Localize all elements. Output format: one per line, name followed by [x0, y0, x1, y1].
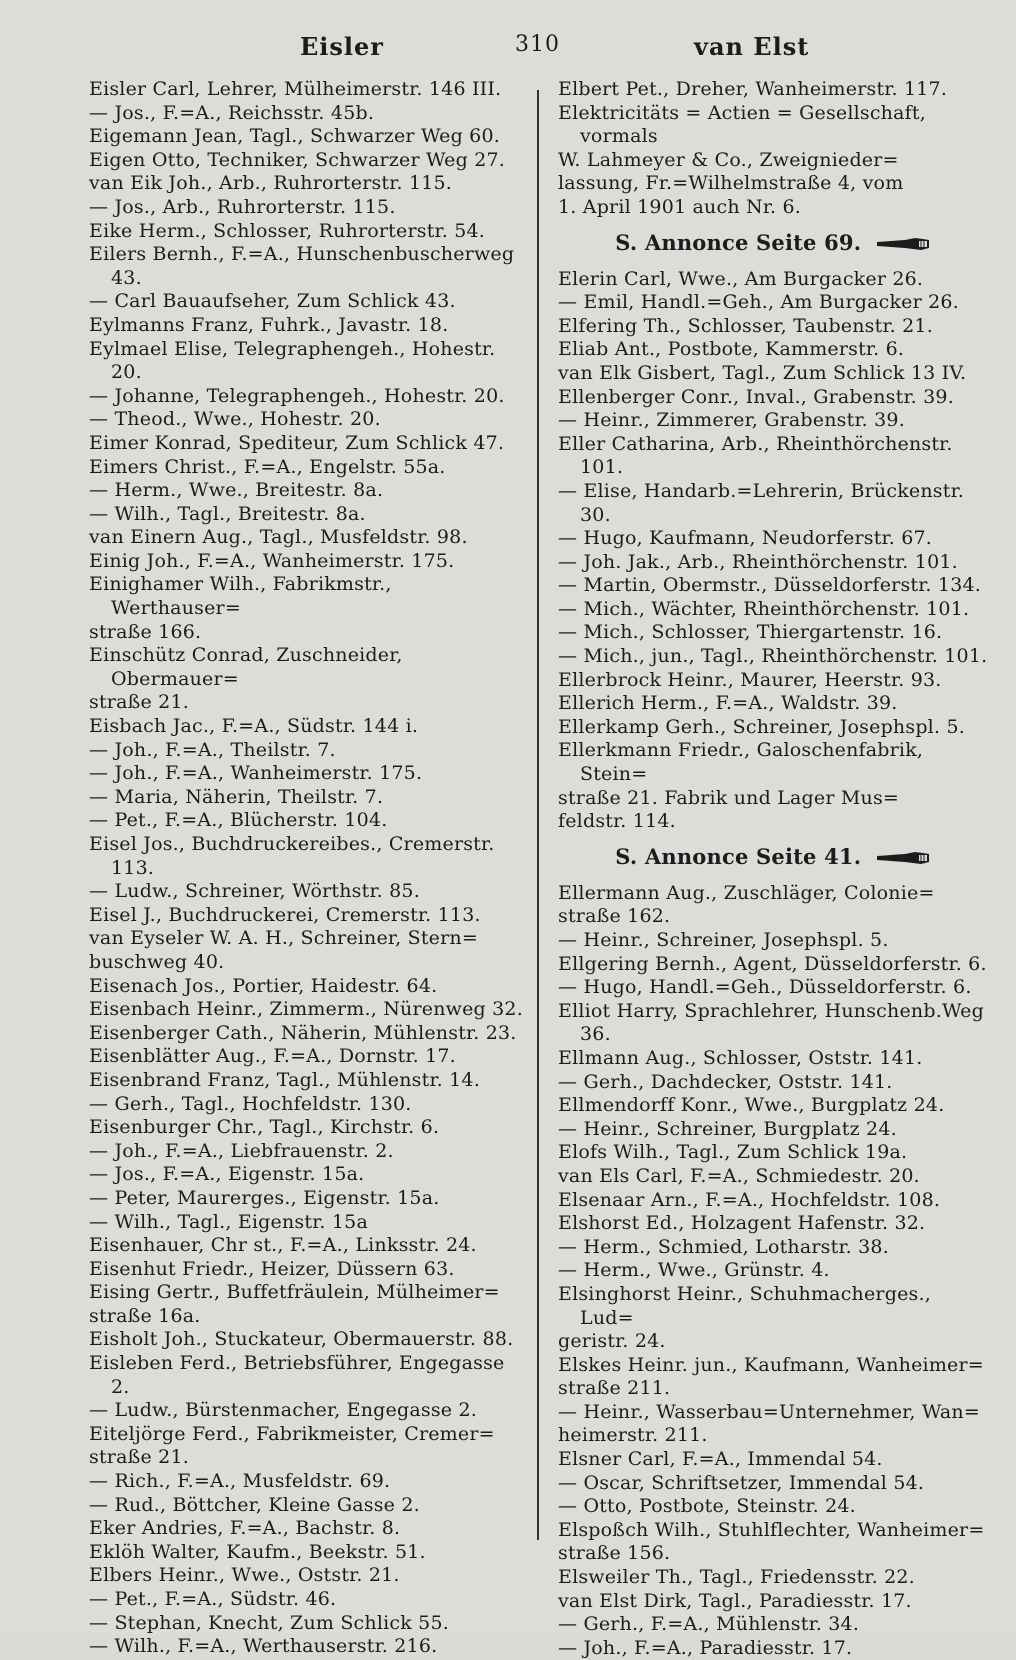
entry-continuation: straße 156.: [558, 1542, 671, 1565]
right-column: [558, 78, 988, 1660]
entry-line: Eisenhut Friedr., Heizer, Düssern 63.: [89, 1257, 455, 1280]
entry-continuation: 1. April 1901 auch Nr. 6.: [558, 195, 802, 218]
directory-entry: [89, 1564, 525, 1588]
entry-line: Eliab Ant., Postbote, Kammerstr. 6.: [558, 338, 905, 361]
annonce-text-1: S. Annonce Seite 69.: [615, 229, 862, 255]
entry-line: — Mich., Wächter, Rheinthörchenstr. 101.: [558, 597, 970, 620]
entry-line: — Theod., Wwe., Hohestr. 20.: [89, 408, 381, 431]
entry-line: — Joh., F.=A., Liebfrauenstr. 2.: [89, 1139, 394, 1162]
right-column-section-c: [558, 882, 988, 1660]
directory-entry: [89, 243, 525, 290]
entry-line: — Wilh., Tagl., Eigenstr. 15a: [89, 1210, 368, 1233]
directory-entry: [89, 1140, 525, 1164]
directory-entry: [558, 1566, 988, 1590]
entry-line: Eike Herm., Schlosser, Ruhrorterstr. 54.: [89, 219, 486, 242]
entry-line: — Herm., Wwe., Grünstr. 4.: [558, 1259, 830, 1282]
entry-continuation: geristr. 24.: [558, 1330, 666, 1353]
directory-entry: [558, 1613, 988, 1637]
entry-line: — Jos., F.=A., Reichsstr. 45b.: [89, 101, 375, 124]
entry-continuation: straße 21.: [89, 691, 189, 714]
entry-line: Eisenburger Chr., Tagl., Kirchstr. 6.: [89, 1116, 440, 1139]
header-left-keyword: Eisler: [300, 32, 384, 61]
entry-line: Eigen Otto, Techniker, Schwarzer Weg 27.: [89, 148, 506, 171]
directory-entry: [558, 1071, 988, 1095]
directory-entry: [89, 1116, 525, 1140]
entry-line: — Jos., F.=A., Eigenstr. 15a.: [89, 1163, 365, 1186]
directory-entry: [89, 1163, 525, 1187]
pointing-hand-icon: [875, 851, 931, 865]
directory-entry: [558, 574, 988, 598]
directory-entry: [89, 1541, 525, 1565]
entry-line: — Peter, Maurerges., Eigenstr. 15a.: [89, 1186, 440, 1209]
entry-line: Eisholt Joh., Stuckateur, Obermauerstr. 88.: [89, 1328, 514, 1351]
directory-entry: [558, 716, 988, 740]
pointing-hand-icon: [875, 237, 931, 251]
directory-entry: [89, 78, 525, 102]
directory-entry: [558, 315, 988, 339]
directory-entry: [89, 975, 525, 999]
entry-line: Ellmendorff Konr., Wwe., Burgplatz 24.: [558, 1094, 945, 1117]
entry-continuation: straße 162.: [558, 905, 671, 928]
directory-entry: [558, 1165, 988, 1189]
entry-line: Eker Andries, F.=A., Bachstr. 8.: [89, 1517, 401, 1540]
entry-line: Ellerich Herm., F.=A., Waldstr. 39.: [558, 692, 898, 715]
left-column: [89, 78, 525, 1659]
entry-line: van Eik Joh., Arb., Ruhrorterstr. 115.: [89, 172, 453, 195]
right-column-section-a: [558, 78, 988, 220]
directory-entry: [89, 1258, 525, 1282]
entry-line: — Hugo, Kaufmann, Neudorferstr. 67.: [558, 527, 933, 550]
directory-entry: [89, 1494, 525, 1518]
directory-entry: [558, 1118, 988, 1142]
annonce-note-1: [558, 230, 988, 256]
directory-entry: [89, 715, 525, 739]
directory-entry: [558, 1472, 988, 1496]
directory-entry: [558, 1637, 988, 1660]
entry-line: Elsenaar Arn., F.=A., Hochfeldstr. 108.: [558, 1188, 941, 1211]
directory-entry: [558, 409, 988, 433]
entry-line: Eisenbach Heinr., Zimmerm., Nürenweg 32.: [89, 998, 523, 1021]
entry-line: — Ludw., Schreiner, Wörthstr. 85.: [89, 880, 420, 903]
directory-entry: [89, 1423, 525, 1470]
annonce-note-2: [558, 844, 988, 870]
entry-line: Eisenach Jos., Portier, Haidestr. 64.: [89, 974, 438, 997]
entry-line: Ellgering Bernh., Agent, Düsseldorferstr. 6.: [558, 952, 987, 975]
entry-line: — Heinr., Zimmerer, Grabenstr. 39.: [558, 409, 905, 432]
directory-entry: [558, 78, 988, 102]
entry-line: — Gerh., F.=A., Mühlenstr. 34.: [558, 1613, 860, 1636]
page-number: 310: [515, 32, 560, 57]
column-divider: [537, 90, 539, 1540]
entry-line: Einig Joh., F.=A., Wanheimerstr. 175.: [89, 549, 455, 572]
entry-line: Ellerkamp Gerh., Schreiner, Josephspl. 5.: [558, 715, 965, 738]
entry-line: — Pet., F.=A., Blücherstr. 104.: [89, 809, 388, 832]
directory-entry: [89, 786, 525, 810]
directory-entry: [558, 882, 988, 929]
directory-entry: [89, 1093, 525, 1117]
entry-continuation: straße 21.: [89, 1446, 189, 1469]
directory-entry: [89, 1470, 525, 1494]
entry-line: — Gerh., Dachdecker, Oststr. 141.: [558, 1070, 893, 1093]
entry-continuation: straße 21. Fabrik und Lager Mus=: [558, 786, 900, 809]
directory-entry: [89, 432, 525, 456]
entry-line: — Carl Bauaufseher, Zum Schlick 43.: [89, 290, 456, 313]
entry-continuation: straße 16a.: [89, 1304, 201, 1327]
entry-line: van Els Carl, F.=A., Schmiedestr. 20.: [558, 1164, 920, 1187]
header-right-keyword: van Elst: [694, 32, 810, 61]
directory-entry: [89, 1352, 525, 1399]
entry-line: — Heinr., Schreiner, Burgplatz 24.: [558, 1117, 897, 1140]
directory-entry: [89, 739, 525, 763]
entry-line: van Einern Aug., Tagl., Musfeldstr. 98.: [89, 526, 468, 549]
directory-entry: [89, 1588, 525, 1612]
entry-line: Eiteljörge Ferd., Fabrikmeister, Cremer=: [89, 1422, 495, 1445]
entry-line: Eisbach Jac., F.=A., Südstr. 144 i.: [89, 715, 419, 738]
directory-entry: [558, 291, 988, 315]
directory-entry: [558, 1212, 988, 1236]
directory-entry: [558, 621, 988, 645]
directory-entry: [558, 1259, 988, 1283]
entry-line: — Rud., Böttcher, Kleine Gasse 2.: [89, 1493, 420, 1516]
directory-entry: [558, 645, 988, 669]
entry-line: Ellmann Aug., Schlosser, Oststr. 141.: [558, 1046, 923, 1069]
entry-continuation: heimerstr. 211.: [558, 1424, 708, 1447]
entry-line: Elsner Carl, F.=A., Immendal 54.: [558, 1448, 883, 1471]
entry-line: Ellenberger Conr., Inval., Grabenstr. 39.: [558, 385, 954, 408]
directory-entry: [89, 314, 525, 338]
entry-line: — Johanne, Telegraphengeh., Hohestr. 20.: [89, 384, 505, 407]
entry-line: — Jos., Arb., Ruhrorterstr. 115.: [89, 195, 396, 218]
entry-line: Eylmael Elise, Telegraphengeh., Hohestr. 20.: [89, 337, 496, 384]
directory-entry: [89, 503, 525, 527]
directory-entry: [558, 362, 988, 386]
directory-entry: [558, 1283, 988, 1354]
directory-entry: [89, 1517, 525, 1541]
entry-continuation: W. Lahmeyer & Co., Zweignieder=: [558, 148, 899, 171]
directory-entry: [89, 1069, 525, 1093]
directory-entry: [558, 1141, 988, 1165]
entry-line: Elsinghorst Heinr., Schuhmacherges., Lud=: [558, 1282, 931, 1329]
directory-entry: [558, 1000, 988, 1047]
directory-entry: [89, 762, 525, 786]
directory-entry: [89, 573, 525, 644]
directory-entry: [89, 1234, 525, 1258]
directory-entry: [89, 904, 525, 928]
entry-continuation: straße 211.: [558, 1377, 671, 1400]
entry-line: — Maria, Näherin, Theilstr. 7.: [89, 785, 384, 808]
entry-line: Einighamer Wilh., Fabrikmstr., Werthauser=: [89, 573, 392, 620]
directory-entry: [89, 526, 525, 550]
entry-line: van Eyseler W. A. H., Schreiner, Stern=: [89, 927, 478, 950]
directory-entry: [89, 338, 525, 385]
entry-line: Eller Catharina, Arb., Rheinthörchenstr. 101.: [558, 432, 953, 479]
entry-line: Elliot Harry, Sprachlehrer, Hunschenb.Weg 36.: [558, 999, 984, 1046]
directory-entry: [89, 102, 525, 126]
directory-entry: [558, 1236, 988, 1260]
directory-entry: [89, 220, 525, 244]
entry-line: — Ludw., Bürstenmacher, Engegasse 2.: [89, 1399, 477, 1422]
directory-entry: [558, 739, 988, 833]
page-header: [0, 28, 1016, 68]
directory-entry: [89, 644, 525, 715]
directory-entry: [89, 149, 525, 173]
directory-entry: [89, 880, 525, 904]
entry-line: Elsweiler Th., Tagl., Friedensstr. 22.: [558, 1566, 915, 1589]
annonce-text-2: S. Annonce Seite 41.: [615, 843, 862, 869]
entry-line: Eisenberger Cath., Näherin, Mühlenstr. 23.: [89, 1021, 517, 1044]
directory-entry: [558, 386, 988, 410]
directory-entry: [558, 102, 988, 220]
entry-line: — Joh., F.=A., Wanheimerstr. 175.: [89, 762, 423, 785]
entry-continuation: buschweg 40.: [89, 950, 225, 973]
directory-entry: [558, 692, 988, 716]
entry-line: Eisel Jos., Buchdruckereibes., Cremerstr. 113.: [89, 833, 495, 879]
entry-line: — Mich., Schlosser, Thiergartenstr. 16.: [558, 621, 943, 644]
directory-entry: [558, 1519, 988, 1566]
entry-line: Eklöh Walter, Kaufm., Beekstr. 51.: [89, 1540, 426, 1563]
entry-line: — Elise, Handarb.=Lehrerin, Brückenstr. 30.: [558, 479, 965, 526]
entry-line: — Hugo, Handl.=Geh., Düsseldorferstr. 6.: [558, 976, 972, 999]
directory-entry: [89, 408, 525, 432]
entry-line: — Pet., F.=A., Südstr. 46.: [89, 1588, 337, 1610]
entry-continuation: lassung, Fr.=Wilhelmstraße 4, vom: [558, 172, 904, 195]
entry-line: Eimers Christ., F.=A., Engelstr. 55a.: [89, 455, 446, 478]
entry-line: — Rich., F.=A., Musfeldstr. 69.: [89, 1470, 391, 1493]
directory-entry: [89, 290, 525, 314]
entry-line: van Elst Dirk, Tagl., Paradiesstr. 17.: [558, 1589, 912, 1612]
entry-line: Elshorst Ed., Holzagent Hafenstr. 32.: [558, 1212, 926, 1235]
entry-line: Eisenbrand Franz, Tagl., Mühlenstr. 14.: [89, 1068, 480, 1091]
entry-line: Eylmanns Franz, Fuhrk., Javastr. 18.: [89, 313, 449, 336]
entry-line: — Joh. Jak., Arb., Rheinthörchenstr. 101.: [558, 550, 958, 573]
directory-entry: [89, 1399, 525, 1423]
entry-line: Elofs Wilh., Tagl., Zum Schlick 19a.: [558, 1141, 908, 1164]
entry-line: — Wilh., F.=A., Werthauserstr. 216.: [89, 1635, 438, 1658]
entry-line: Eisel J., Buchdruckerei, Cremerstr. 113.: [89, 903, 481, 926]
directory-entry: [89, 125, 525, 149]
directory-entry: [558, 1448, 988, 1472]
directory-entry: [89, 1211, 525, 1235]
entry-line: — Wilh., Tagl., Breitestr. 8a.: [89, 502, 366, 525]
directory-entry: [558, 433, 988, 480]
directory-entry: [558, 1047, 988, 1071]
entry-line: Eising Gertr., Buffetfräulein, Mülheimer=: [89, 1281, 500, 1304]
entry-line: Ellerbrock Heinr., Maurer, Heerstr. 93.: [558, 668, 942, 691]
directory-entry: [89, 479, 525, 503]
directory-entry: [558, 598, 988, 622]
entry-line: Eisenhauer, Chr st., F.=A., Linksstr. 24.: [89, 1234, 477, 1257]
directory-entry: [89, 998, 525, 1022]
directory-entry: [558, 268, 988, 292]
directory-entry: [89, 1281, 525, 1328]
entry-line: — Martin, Obermstr., Düsseldorferstr. 134.: [558, 574, 982, 597]
entry-line: — Heinr., Wasserbau=Unternehmer, Wan=: [558, 1400, 980, 1423]
directory-entry: [89, 809, 525, 833]
entry-line: — Herm., Schmied, Lotharstr. 38.: [558, 1235, 889, 1258]
entry-line: — Stephan, Knecht, Zum Schlick 55.: [89, 1611, 449, 1634]
directory-entry: [89, 927, 525, 974]
directory-entry: [558, 1189, 988, 1213]
entry-line: Elerin Carl, Wwe., Am Burgacker 26.: [558, 267, 924, 290]
directory-entry: [89, 550, 525, 574]
directory-entry: [558, 1354, 988, 1401]
directory-entry: [89, 833, 525, 880]
entry-line: — Oscar, Schriftsetzer, Immendal 54.: [558, 1471, 925, 1494]
directory-entry: [558, 953, 988, 977]
directory-entry: [558, 669, 988, 693]
entry-line: van Elk Gisbert, Tagl., Zum Schlick 13 IV.: [558, 361, 967, 384]
entry-line: Eisleben Ferd., Betriebsführer, Engegasse 2.: [89, 1352, 505, 1398]
entry-line: Eisenblätter Aug., F.=A., Dornstr. 17.: [89, 1045, 456, 1068]
directory-entry: [558, 338, 988, 362]
entry-line: — Gerh., Tagl., Hochfeldstr. 130.: [89, 1092, 412, 1115]
directory-entry: [89, 1022, 525, 1046]
directory-entry: [558, 480, 988, 527]
entry-line: — Otto, Postbote, Steinstr. 24.: [558, 1495, 856, 1518]
directory-entry: [558, 527, 988, 551]
directory-entry: [89, 1045, 525, 1069]
directory-entry: [558, 976, 988, 1000]
directory-entry: [558, 551, 988, 575]
entry-line: Elektricitäts = Actien = Gesellschaft, vormals: [558, 101, 926, 148]
entry-line: Ellerkmann Friedr., Galoschenfabrik, Stein=: [558, 739, 924, 786]
directory-entry: [558, 1401, 988, 1448]
directory-entry: [89, 172, 525, 196]
directory-entry: [89, 1612, 525, 1636]
directory-entry: [89, 385, 525, 409]
entry-line: — Mich., jun., Tagl., Rheinthörchenstr. 101.: [558, 645, 988, 668]
entry-line: — Herm., Wwe., Breitestr. 8a.: [89, 479, 384, 502]
directory-entry: [558, 929, 988, 953]
entry-line: Eigemann Jean, Tagl., Schwarzer Weg 60.: [89, 125, 500, 148]
entry-line: Eilers Bernh., F.=A., Hunschenbuscherweg 43.: [89, 243, 515, 289]
entry-line: Elbert Pet., Dreher, Wanheimerstr. 117.: [558, 78, 948, 100]
directory-entry: [89, 456, 525, 480]
entry-line: — Heinr., Schreiner, Josephspl. 5.: [558, 929, 889, 951]
directory-entry: [558, 1094, 988, 1118]
directory-entry: [89, 1187, 525, 1211]
entry-line: Eimer Konrad, Spediteur, Zum Schlick 47.: [89, 431, 505, 454]
directory-entry: [89, 1635, 525, 1659]
directory-entry: [89, 1328, 525, 1352]
right-column-section-b: [558, 268, 988, 834]
entry-continuation: feldstr. 114.: [558, 810, 676, 833]
entry-line: — Emil, Handl.=Geh., Am Burgacker 26.: [558, 291, 959, 314]
directory-entry: [89, 196, 525, 220]
entry-line: Elspoßch Wilh., Stuhlflechter, Wanheimer=: [558, 1518, 985, 1541]
entry-line: — Joh., F.=A., Paradiesstr. 17.: [558, 1636, 853, 1659]
entry-line: Elskes Heinr. jun., Kaufmann, Wanheimer=: [558, 1353, 984, 1376]
entry-continuation: straße 166.: [89, 620, 202, 643]
entry-line: — Joh., F.=A., Theilstr. 7.: [89, 738, 336, 761]
entry-line: Eisler Carl, Lehrer, Mülheimerstr. 146 III.: [89, 78, 502, 100]
entry-line: Ellermann Aug., Zuschläger, Colonie=: [558, 881, 935, 904]
directory-entry: [558, 1495, 988, 1519]
entry-line: Einschütz Conrad, Zuschneider, Obermauer=: [89, 644, 403, 690]
entry-line: Elfering Th., Schlosser, Taubenstr. 21.: [558, 314, 933, 337]
entry-line: Elbers Heinr., Wwe., Oststr. 21.: [89, 1564, 400, 1587]
directory-entry: [558, 1590, 988, 1614]
